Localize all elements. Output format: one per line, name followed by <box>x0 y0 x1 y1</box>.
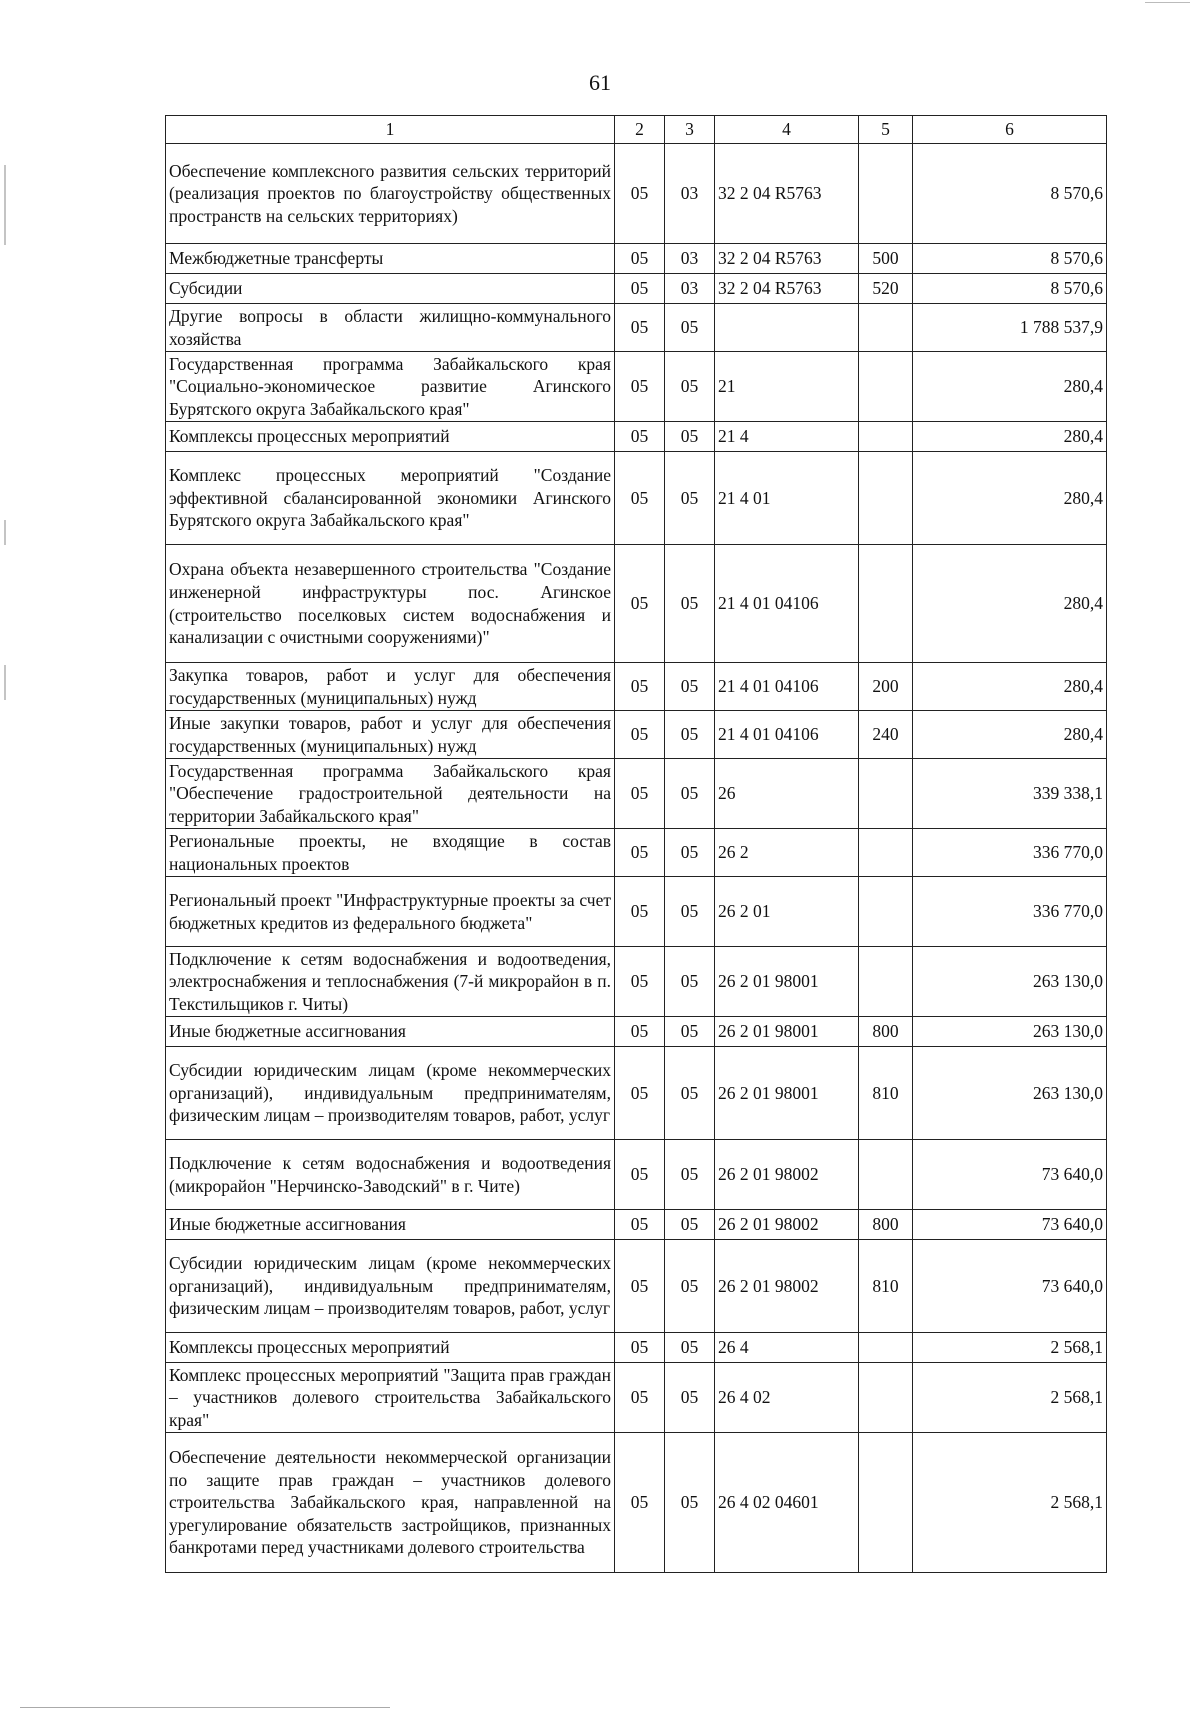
row-amount: 73 640,0 <box>913 1210 1107 1240</box>
row-amount: 73 640,0 <box>913 1240 1107 1333</box>
row-section: 05 <box>615 1047 665 1140</box>
row-subsection: 05 <box>665 711 715 759</box>
row-amount: 8 570,6 <box>913 144 1107 244</box>
row-target-article: 26 4 02 <box>715 1363 859 1433</box>
row-amount: 1 788 537,9 <box>913 304 1107 352</box>
row-name: Подключение к сетям водоснабжения и водоотведения, электроснабжения и теплоснабжения (7-й микрорайон в п. Текстильщиков г. Читы) <box>166 947 615 1017</box>
row-amount: 336 770,0 <box>913 829 1107 877</box>
table-row <box>166 663 1107 711</box>
row-target-article: 26 2 01 <box>715 877 859 947</box>
row-expense-type <box>859 829 913 877</box>
row-subsection: 05 <box>665 1140 715 1210</box>
page-number: 61 <box>589 70 611 95</box>
row-section: 05 <box>615 422 665 452</box>
row-name: Подключение к сетям водоснабжения и водоотведения (микрорайон "Нерчинско-Заводский" в г. Чите) <box>166 1140 615 1210</box>
row-name: Закупка товаров, работ и услуг для обеспечения государственных (муниципальных) нужд <box>166 663 615 711</box>
row-name: Иные бюджетные ассигнования <box>166 1210 615 1240</box>
row-subsection: 05 <box>665 663 715 711</box>
table-row <box>166 144 1107 244</box>
row-section: 05 <box>615 545 665 663</box>
row-expense-type <box>859 877 913 947</box>
table-row <box>166 452 1107 545</box>
row-expense-type <box>859 422 913 452</box>
row-section: 05 <box>615 352 665 422</box>
row-target-article <box>715 304 859 352</box>
scan-artifact-top <box>1145 2 1190 3</box>
table-row <box>166 545 1107 663</box>
row-subsection: 05 <box>665 1210 715 1240</box>
row-name: Субсидии <box>166 274 615 304</box>
row-target-article: 26 2 01 98001 <box>715 1017 859 1047</box>
row-subsection: 05 <box>665 1363 715 1433</box>
row-section: 05 <box>615 452 665 545</box>
row-section: 05 <box>615 947 665 1017</box>
row-name: Комплексы процессных мероприятий <box>166 422 615 452</box>
row-subsection: 03 <box>665 144 715 244</box>
row-amount: 280,4 <box>913 545 1107 663</box>
row-subsection: 05 <box>665 829 715 877</box>
row-subsection: 05 <box>665 1240 715 1333</box>
row-name: Комплекс процессных мероприятий "Создание эффективной сбалансированной экономики Агинского Бурятского округа Забайкальского края" <box>166 452 615 545</box>
row-section: 05 <box>615 1333 665 1363</box>
row-subsection: 05 <box>665 1017 715 1047</box>
row-expense-type <box>859 947 913 1017</box>
row-section: 05 <box>615 829 665 877</box>
row-expense-type: 810 <box>859 1047 913 1140</box>
scan-artifact-bottom <box>20 1707 390 1708</box>
row-subsection: 05 <box>665 352 715 422</box>
row-section: 05 <box>615 711 665 759</box>
row-amount: 280,4 <box>913 352 1107 422</box>
header-col-1: 1 <box>166 116 615 144</box>
row-amount: 339 338,1 <box>913 759 1107 829</box>
table-row <box>166 947 1107 1017</box>
row-subsection: 03 <box>665 274 715 304</box>
row-target-article: 26 2 01 98002 <box>715 1240 859 1333</box>
row-expense-type <box>859 352 913 422</box>
row-section: 05 <box>615 304 665 352</box>
row-section: 05 <box>615 759 665 829</box>
row-expense-type: 200 <box>859 663 913 711</box>
row-section: 05 <box>615 274 665 304</box>
row-expense-type: 800 <box>859 1210 913 1240</box>
table-row <box>166 1363 1107 1433</box>
row-expense-type <box>859 1363 913 1433</box>
table-row <box>166 1210 1107 1240</box>
row-section: 05 <box>615 1140 665 1210</box>
row-name: Другие вопросы в области жилищно-коммунального хозяйства <box>166 304 615 352</box>
table-row <box>166 1240 1107 1333</box>
row-amount: 280,4 <box>913 452 1107 545</box>
table-header-row <box>166 116 1107 144</box>
row-expense-type <box>859 1433 913 1573</box>
table-row <box>166 274 1107 304</box>
header-col-2: 2 <box>615 116 665 144</box>
row-subsection: 05 <box>665 304 715 352</box>
row-name: Охрана объекта незавершенного строительства "Создание инженерной инфраструктуры пос. Агинское (строительство поселковых систем водоснабжения и канализации с очистными сооружениями)" <box>166 545 615 663</box>
row-name: Иные бюджетные ассигнования <box>166 1017 615 1047</box>
row-name: Комплекс процессных мероприятий "Защита прав граждан – участников долевого строительства Забайкальского края" <box>166 1363 615 1433</box>
row-amount: 263 130,0 <box>913 947 1107 1017</box>
row-name: Государственная программа Забайкальского края "Социально-экономическое развитие Агинского Бурятского округа Забайкальского края" <box>166 352 615 422</box>
table-row <box>166 1433 1107 1573</box>
row-expense-type <box>859 759 913 829</box>
row-target-article: 26 4 <box>715 1333 859 1363</box>
row-amount: 336 770,0 <box>913 877 1107 947</box>
row-target-article: 21 4 01 04106 <box>715 545 859 663</box>
row-target-article: 32 2 04 R5763 <box>715 274 859 304</box>
row-name: Региональный проект "Инфраструктурные проекты за счет бюджетных кредитов из федерального бюджета" <box>166 877 615 947</box>
row-name: Региональные проекты, не входящие в состав национальных проектов <box>166 829 615 877</box>
row-target-article: 26 2 01 98002 <box>715 1210 859 1240</box>
row-section: 05 <box>615 1363 665 1433</box>
table-row <box>166 1047 1107 1140</box>
header-col-4: 4 <box>715 116 859 144</box>
row-target-article: 26 <box>715 759 859 829</box>
row-target-article: 26 2 01 98001 <box>715 1047 859 1140</box>
header-col-6: 6 <box>913 116 1107 144</box>
row-section: 05 <box>615 144 665 244</box>
row-name: Межбюджетные трансферты <box>166 244 615 274</box>
row-amount: 73 640,0 <box>913 1140 1107 1210</box>
scan-artifact-left-3 <box>4 665 6 700</box>
table-row <box>166 422 1107 452</box>
row-amount: 2 568,1 <box>913 1363 1107 1433</box>
row-target-article: 21 <box>715 352 859 422</box>
row-amount: 280,4 <box>913 663 1107 711</box>
row-amount: 280,4 <box>913 422 1107 452</box>
row-target-article: 32 2 04 R5763 <box>715 244 859 274</box>
row-target-article: 21 4 <box>715 422 859 452</box>
row-section: 05 <box>615 1240 665 1333</box>
row-expense-type: 810 <box>859 1240 913 1333</box>
row-subsection: 05 <box>665 452 715 545</box>
row-expense-type <box>859 304 913 352</box>
row-subsection: 03 <box>665 244 715 274</box>
row-section: 05 <box>615 663 665 711</box>
row-expense-type: 800 <box>859 1017 913 1047</box>
budget-table <box>165 115 1107 1573</box>
row-amount: 2 568,1 <box>913 1333 1107 1363</box>
row-amount: 2 568,1 <box>913 1433 1107 1573</box>
row-section: 05 <box>615 1210 665 1240</box>
row-expense-type <box>859 545 913 663</box>
row-name: Государственная программа Забайкальского края "Обеспечение градостроительной деятельности на территории Забайкальского края" <box>166 759 615 829</box>
table-row <box>166 829 1107 877</box>
row-target-article: 32 2 04 R5763 <box>715 144 859 244</box>
row-amount: 8 570,6 <box>913 244 1107 274</box>
row-section: 05 <box>615 1433 665 1573</box>
scan-artifact-left-1 <box>4 165 6 245</box>
row-target-article: 21 4 01 04106 <box>715 711 859 759</box>
row-subsection: 05 <box>665 422 715 452</box>
row-subsection: 05 <box>665 1047 715 1140</box>
row-expense-type: 240 <box>859 711 913 759</box>
row-expense-type <box>859 144 913 244</box>
row-expense-type <box>859 1333 913 1363</box>
row-target-article: 26 4 02 04601 <box>715 1433 859 1573</box>
scan-artifact-left-2 <box>4 520 6 545</box>
row-expense-type <box>859 1140 913 1210</box>
table-row <box>166 304 1107 352</box>
table-row <box>166 759 1107 829</box>
row-amount: 8 570,6 <box>913 274 1107 304</box>
table-row <box>166 244 1107 274</box>
row-subsection: 05 <box>665 947 715 1017</box>
header-col-5: 5 <box>859 116 913 144</box>
row-subsection: 05 <box>665 545 715 663</box>
row-target-article: 26 2 01 98001 <box>715 947 859 1017</box>
row-target-article: 21 4 01 04106 <box>715 663 859 711</box>
row-subsection: 05 <box>665 1433 715 1573</box>
row-section: 05 <box>615 1017 665 1047</box>
table-row <box>166 1017 1107 1047</box>
row-amount: 263 130,0 <box>913 1047 1107 1140</box>
row-section: 05 <box>615 244 665 274</box>
row-target-article: 26 2 <box>715 829 859 877</box>
row-name: Обеспечение комплексного развития сельских территорий (реализация проектов по благоустройству общественных пространств на сельских территориях) <box>166 144 615 244</box>
header-col-3: 3 <box>665 116 715 144</box>
row-expense-type: 500 <box>859 244 913 274</box>
row-expense-type <box>859 452 913 545</box>
row-amount: 263 130,0 <box>913 1017 1107 1047</box>
row-name: Обеспечение деятельности некоммерческой организации по защите прав граждан – участников долевого строительства Забайкальского края, направленной на урегулирование обязательств застройщиков, признанных банкротами перед участниками долевого строительства <box>166 1433 615 1573</box>
row-subsection: 05 <box>665 877 715 947</box>
row-amount: 280,4 <box>913 711 1107 759</box>
table-row <box>166 352 1107 422</box>
table-row <box>166 877 1107 947</box>
row-name: Субсидии юридическим лицам (кроме некоммерческих организаций), индивидуальным предпринимателям, физическим лицам – производителям товаров, работ, услуг <box>166 1240 615 1333</box>
row-name: Субсидии юридическим лицам (кроме некоммерческих организаций), индивидуальным предпринимателям, физическим лицам – производителям товаров, работ, услуг <box>166 1047 615 1140</box>
row-target-article: 21 4 01 <box>715 452 859 545</box>
table-row <box>166 1140 1107 1210</box>
row-target-article: 26 2 01 98002 <box>715 1140 859 1210</box>
table-row <box>166 1333 1107 1363</box>
row-subsection: 05 <box>665 1333 715 1363</box>
row-expense-type: 520 <box>859 274 913 304</box>
row-name: Иные закупки товаров, работ и услуг для обеспечения государственных (муниципальных) нужд <box>166 711 615 759</box>
row-name: Комплексы процессных мероприятий <box>166 1333 615 1363</box>
row-section: 05 <box>615 877 665 947</box>
row-subsection: 05 <box>665 759 715 829</box>
table-row <box>166 711 1107 759</box>
